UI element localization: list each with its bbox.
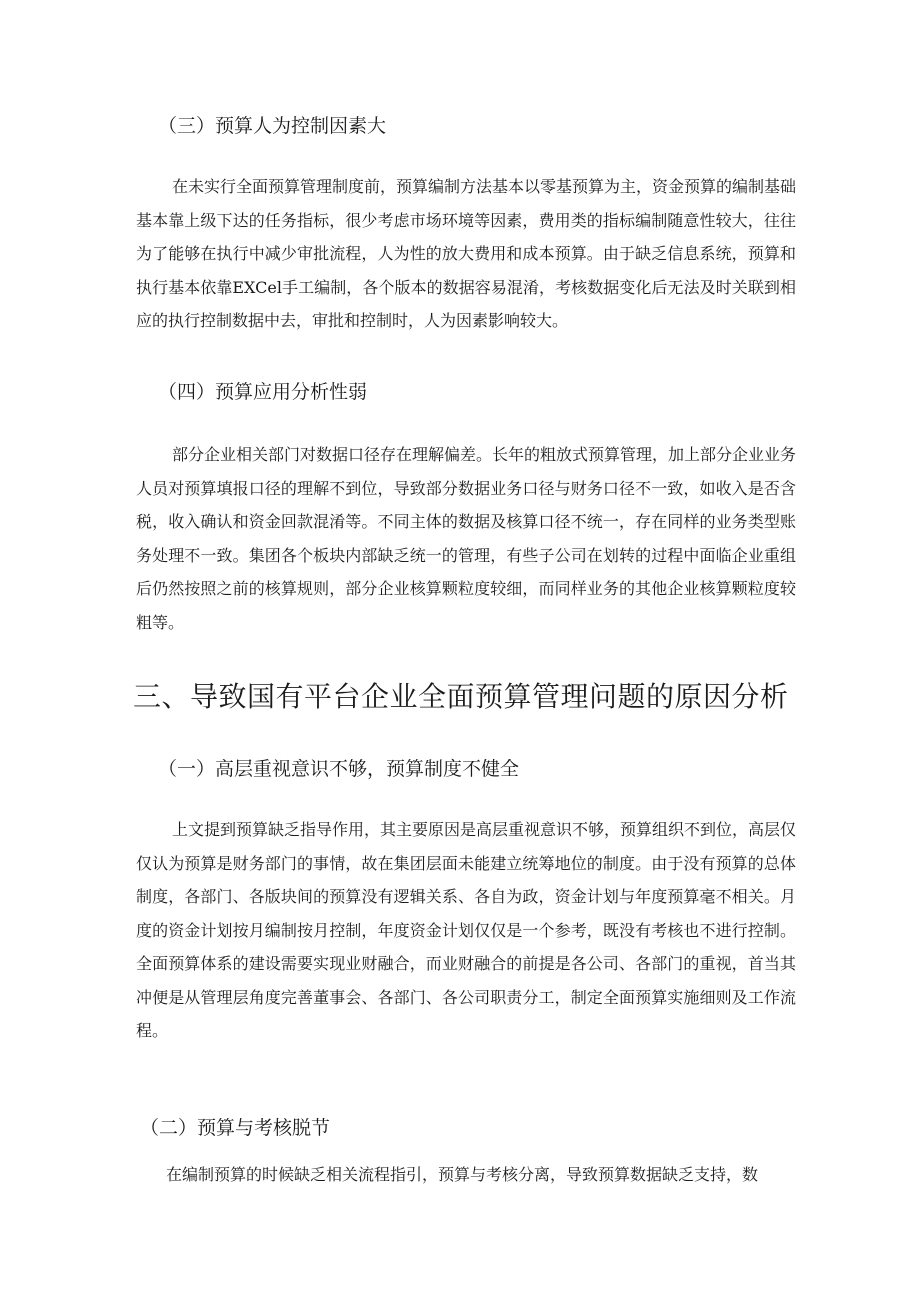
section-heading-3: （三）预算人为控制因素大 [158,115,387,137]
section-heading-4: （四）预算应用分析性弱 [158,381,368,403]
subsection-heading-1: （一）高层重视意识不够，预算制度不健全 [158,758,520,780]
section-paragraph-4: 部分企业相关部门对数据口径存在理解偏差。长年的粗放式预算管理，加上部分企业业务人员对预算填报口径的理解不到位，导致部分数据业务口径与财务口径不一致，如收入是否含税，收入确认和资金回款混淆等。不同主体的数据及核算口径不统一，存在同样的业务类型账务处理不一致。集团各个板块内部缺乏统一的管理，有些子公司在划转的过程中面临企业重组后仍然按照之前的核算规则，部分企业核算颗粒度较细，而同样业务的其他企业核算颗粒度较粗等。 [136,445,797,632]
subsection-paragraph-2: 在编制预算的时候缺乏相关流程指引，预算与考核分离，导致预算数据缺乏支持，数 [166,1165,759,1184]
chapter-heading: 三、导致国有平台企业全面预算管理问题的原因分析 [133,680,789,713]
section-paragraph-3: 在未实行全面预算管理制度前，预算编制方法基本以零基预算为主，资金预算的编制基础基本靠上级下达的任务指标，很少考虑市场环境等因素，费用类的指标编制随意性较大，往往为了能够在执行中减少审批流程，人为性的放大费用和成本预算。由于缺乏信息系统，预算和执行基本依靠EXCel手工编制，各个版本的数据容易混淆，考核数据变化后无法及时关联到相应的执行控制数据中去，审批和控制时，人为因素影响较大。 [136,177,797,330]
subsection-heading-2: （二）预算与考核脱节 [140,1117,331,1139]
subsection-paragraph-1: 上文提到预算缺乏指导作用，其主要原因是高层重视意识不够，预算组织不到位，高层仅仅认为预算是财务部门的事情，故在集团层面未能建立统筹地位的制度。由于没有预算的总体制度，各部门、各版块间的预算没有逻辑关系、各自为政，资金计划与年度预算毫不相关。月度的资金计划按月编制按月控制，年度资金计划仅仅是一个参考，既没有考核也不进行控制。全面预算体系的建设需要实现业财融合，而业财融合的前提是各公司、各部门的重视，首当其冲便是从管理层角度完善董事会、各部门、各公司职责分工，制定全面预算实施细则及工作流程。 [136,820,797,1040]
